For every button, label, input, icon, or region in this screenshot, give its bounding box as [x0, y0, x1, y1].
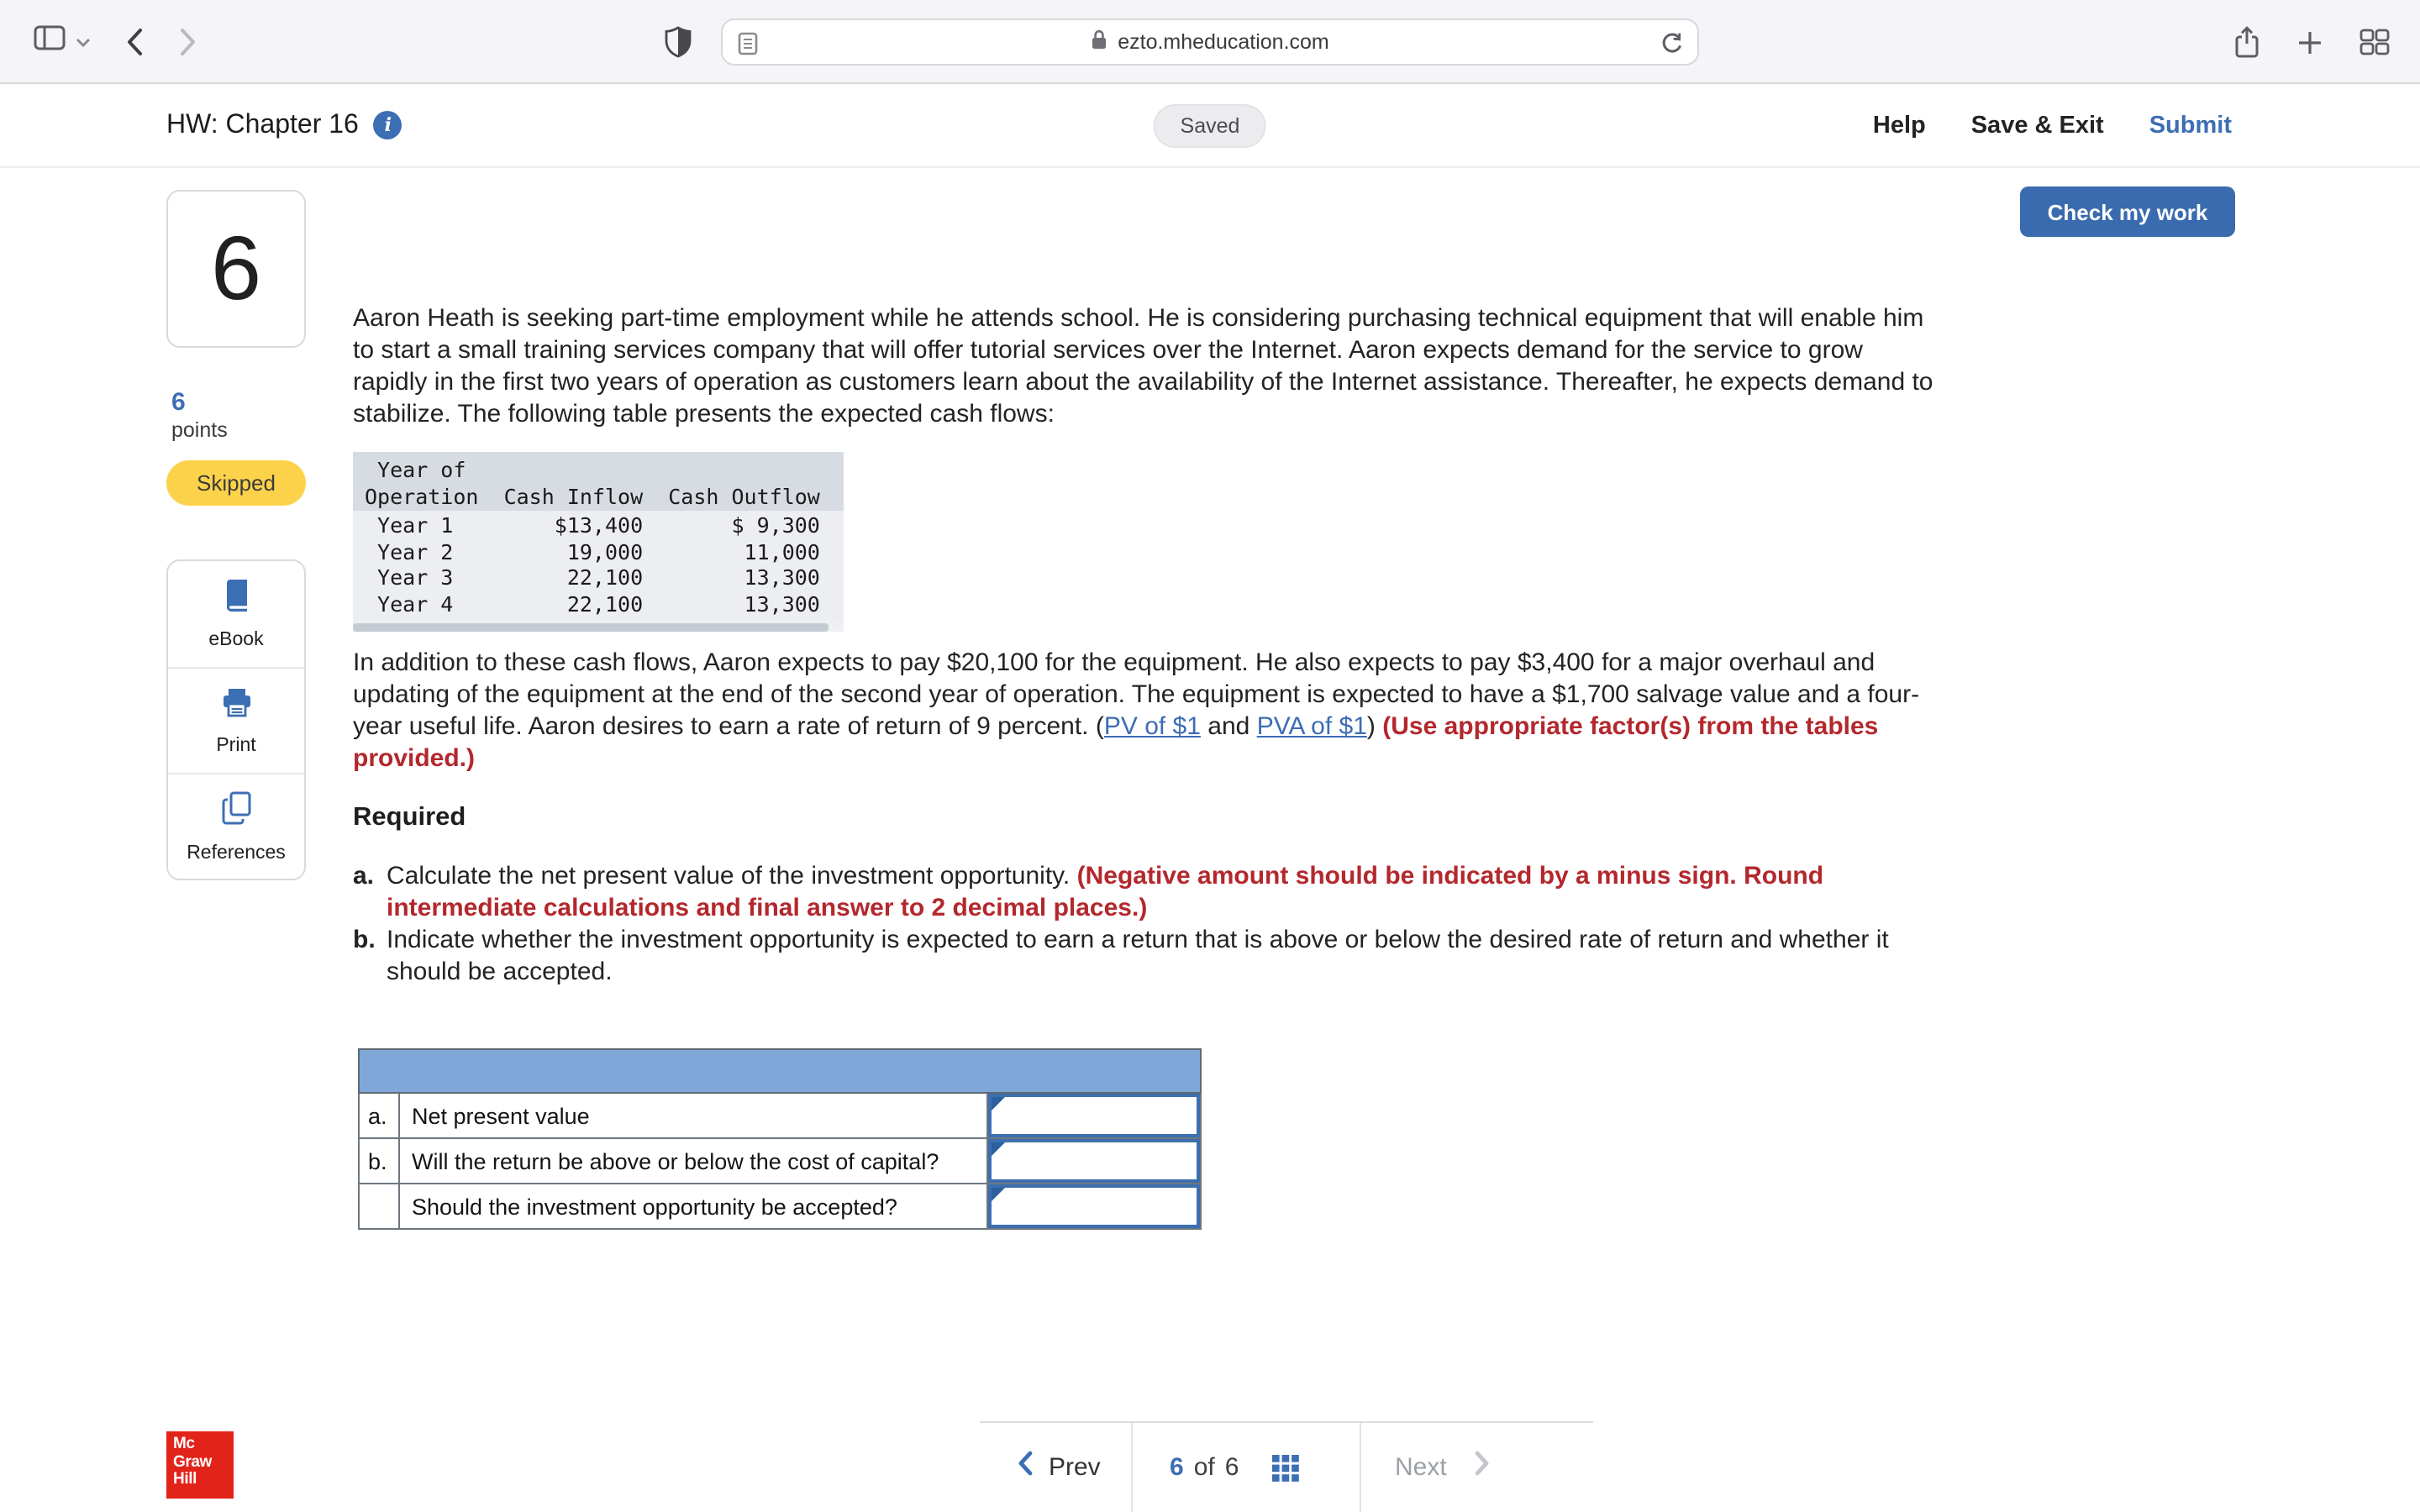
references-label: References	[187, 843, 286, 863]
logo-line: Mc	[173, 1435, 195, 1453]
references-icon	[221, 790, 251, 832]
above-below-select[interactable]	[988, 1139, 1200, 1183]
cash-table-row: Year 3 22,100 13,300	[365, 564, 820, 590]
new-tab-icon[interactable]	[2297, 29, 2323, 55]
list-item	[353, 860, 1934, 924]
cash-flow-table-body	[353, 511, 844, 622]
lock-icon	[1091, 29, 1107, 55]
total-pages: 6	[1224, 1453, 1239, 1482]
assignment-header	[0, 84, 2420, 168]
current-page: 6	[1170, 1453, 1184, 1482]
page-title: HW: Chapter 16	[166, 110, 359, 139]
item-text-normal: Indicate whether the investment opportunity is expected to earn a return that is above or below the desired rate of return and whether it should be accepted.	[387, 926, 1889, 986]
item-text	[387, 924, 1934, 988]
cash-table-row: Year 1 $13,400 $ 9,300	[365, 512, 820, 538]
share-icon[interactable]	[2233, 25, 2260, 59]
table-scrollbar[interactable]	[353, 622, 844, 632]
cash-flow-table-header	[353, 452, 844, 511]
answer-table-header	[359, 1049, 1201, 1093]
item-marker: a.	[353, 862, 375, 890]
printer-icon	[219, 686, 253, 725]
status-badge: Skipped	[166, 460, 306, 506]
logo-line: Graw	[173, 1452, 212, 1471]
tab-overview-icon[interactable]	[2360, 29, 2390, 55]
prev-label: Prev	[1049, 1453, 1101, 1482]
ebook-button[interactable]	[168, 561, 304, 667]
item-text-red: (Negative amount should be indicated by a minus sign. Round intermediate calculations and final answer to 2 decimal places.)	[387, 862, 1824, 922]
points-label: points	[171, 418, 228, 442]
ebook-label: eBook	[208, 630, 264, 650]
list-item	[353, 924, 1934, 988]
details-text: )	[1366, 712, 1383, 741]
required-heading: Required	[353, 803, 466, 832]
row-letter	[359, 1184, 399, 1229]
chevron-right-icon	[1474, 1450, 1491, 1485]
cash-table-row: Year 4 22,100 13,300	[365, 591, 820, 616]
next-button[interactable]	[1360, 1423, 1593, 1512]
print-button[interactable]	[168, 667, 304, 773]
details-text: and	[1200, 712, 1257, 741]
sidebar-icon	[34, 25, 66, 59]
cell-flag-icon	[992, 1097, 1005, 1110]
print-label: Print	[216, 735, 256, 755]
row-question: Should the investment opportunity be accepted?	[399, 1184, 987, 1229]
accepted-select[interactable]	[988, 1184, 1200, 1228]
problem-body	[353, 302, 1934, 1230]
question-rail	[166, 190, 306, 880]
chevron-down-icon	[76, 27, 91, 57]
privacy-shield-icon[interactable]	[664, 25, 692, 59]
points-value: 6	[171, 388, 186, 417]
sidebar-toggle-button[interactable]	[34, 25, 91, 59]
points-block	[171, 388, 306, 442]
next-label: Next	[1395, 1453, 1447, 1482]
table-row	[359, 1184, 1201, 1229]
reload-icon[interactable]	[1660, 32, 1684, 60]
row-question: Will the return be above or below the cost of capital?	[399, 1138, 987, 1184]
cash-table-line: Year of	[365, 457, 466, 482]
save-exit-link[interactable]: Save & Exit	[1970, 113, 2104, 139]
details-text: In addition to these cash flows, Aaron expects to pay $20,100 for the equipment. He also expects to pay $3,400 for a major overhaul and updating of the equipment at the end of the second year of operation. The equipment is expected to have a $1,700 salvage value and a four-year useful life. Aaron desires to earn a rate of return of 9 percent. (	[353, 648, 1920, 741]
question-grid-button[interactable]	[1272, 1454, 1299, 1481]
back-button[interactable]	[124, 27, 145, 57]
pagination-bar	[980, 1421, 1593, 1512]
chevron-left-icon	[1017, 1450, 1034, 1485]
browser-toolbar	[0, 0, 2420, 84]
assignment-page	[0, 84, 2420, 1512]
row-letter: a.	[359, 1093, 399, 1138]
question-number: 6	[210, 218, 262, 319]
page-indicator	[1131, 1423, 1360, 1512]
table-row	[359, 1093, 1201, 1138]
item-text	[387, 860, 1934, 924]
references-button[interactable]	[168, 773, 304, 879]
question-number-card	[166, 190, 306, 348]
problem-intro: Aaron Heath is seeking part-time employment while he attends school. He is considering purchasing technical equipment that will enable him to start a small training services company that will offer tutorial services over the Internet. Aaron expects demand for the service to grow rapidly in the first two years of operation as customers learn about the availability of the Internet assistance. Thereafter, he expects demand to stabilize. The following table presents the expected cash flows:	[353, 304, 1933, 428]
reader-page-icon[interactable]	[738, 32, 758, 60]
table-row	[359, 1138, 1201, 1184]
pva-of-1-link[interactable]: PVA of $1	[1256, 712, 1367, 741]
cash-table-row: Year 2 19,000 11,000	[365, 538, 820, 564]
pv-of-1-link[interactable]: PV of $1	[1103, 712, 1201, 741]
item-marker: b.	[353, 926, 376, 954]
help-link[interactable]: Help	[1872, 113, 1926, 139]
page-of-label: of	[1193, 1453, 1215, 1482]
cell-flag-icon	[992, 1188, 1005, 1201]
factor-note: (Use appropriate factor(s) from the tables provided.)	[353, 712, 1879, 773]
row-question: Net present value	[399, 1093, 987, 1138]
net-present-value-input[interactable]	[988, 1094, 1200, 1137]
answer-table	[358, 1048, 1202, 1230]
scrollbar-thumb[interactable]	[353, 623, 829, 632]
item-text-normal: Calculate the net present value of the investment opportunity.	[387, 862, 1077, 890]
logo-line: Hill	[173, 1470, 197, 1488]
cash-table-line: Operation Cash Inflow Cash Outflow	[365, 483, 820, 508]
row-letter: b.	[359, 1138, 399, 1184]
cell-flag-icon	[992, 1142, 1005, 1156]
info-icon[interactable]: i	[374, 111, 402, 139]
cash-flow-table	[353, 452, 844, 632]
address-bar[interactable]	[721, 18, 1699, 66]
forward-button[interactable]	[178, 27, 198, 57]
submit-link[interactable]: Submit	[2149, 113, 2232, 139]
book-icon	[219, 578, 253, 620]
url-text: ezto.mheducation.com	[1118, 30, 1329, 54]
mcgraw-hill-logo	[166, 1431, 234, 1499]
saved-status-badge: Saved	[1154, 103, 1267, 147]
required-list	[353, 860, 1934, 988]
problem-details	[353, 647, 1934, 774]
prev-button[interactable]	[980, 1423, 1131, 1512]
check-my-work-button[interactable]: Check my work	[2020, 186, 2235, 237]
tools-card	[166, 559, 306, 880]
